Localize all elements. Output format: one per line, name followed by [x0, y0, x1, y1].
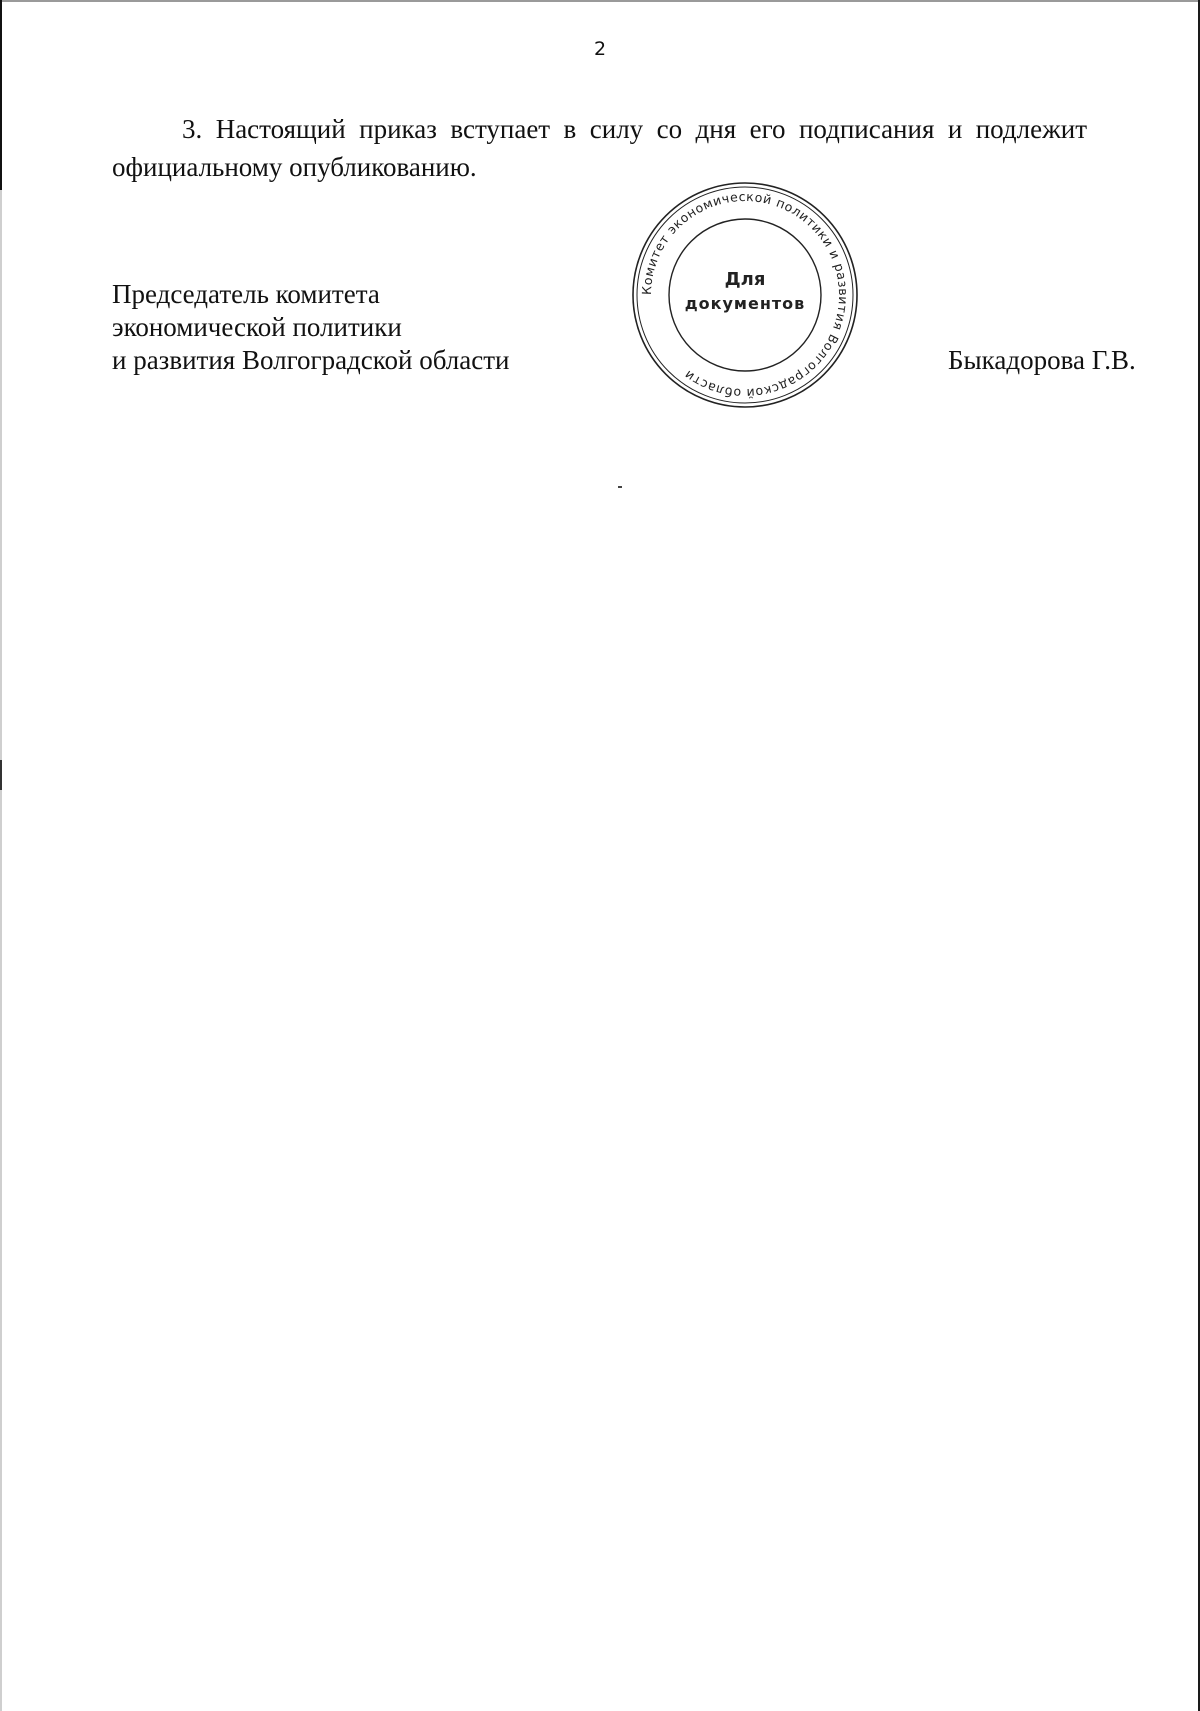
signer-name: Быкадорова Г.В.	[948, 345, 1136, 375]
seal-center-line-1: Для	[724, 269, 766, 290]
seal-ring-text: Комитет экономической политики и развития Волгоградской области	[638, 188, 852, 402]
scan-edge-left	[0, 0, 2, 1711]
seal-center-line-2: документов	[684, 294, 806, 313]
scan-edge-top	[0, 0, 1200, 2]
signer-title-line-2: экономической политики	[112, 312, 402, 342]
signer-title-line-1: Председатель комитета	[112, 279, 380, 309]
scan-speck	[618, 486, 622, 488]
official-seal	[630, 180, 860, 410]
order-paragraph: 3. Настоящий приказ вступает в силу со дня его подписания и подлежит официальному опубликованию.	[112, 114, 1087, 182]
signer-title-line-3: и развития Волгоградской области	[112, 345, 510, 375]
signer-title	[112, 278, 509, 377]
page-number: 2	[593, 38, 607, 60]
